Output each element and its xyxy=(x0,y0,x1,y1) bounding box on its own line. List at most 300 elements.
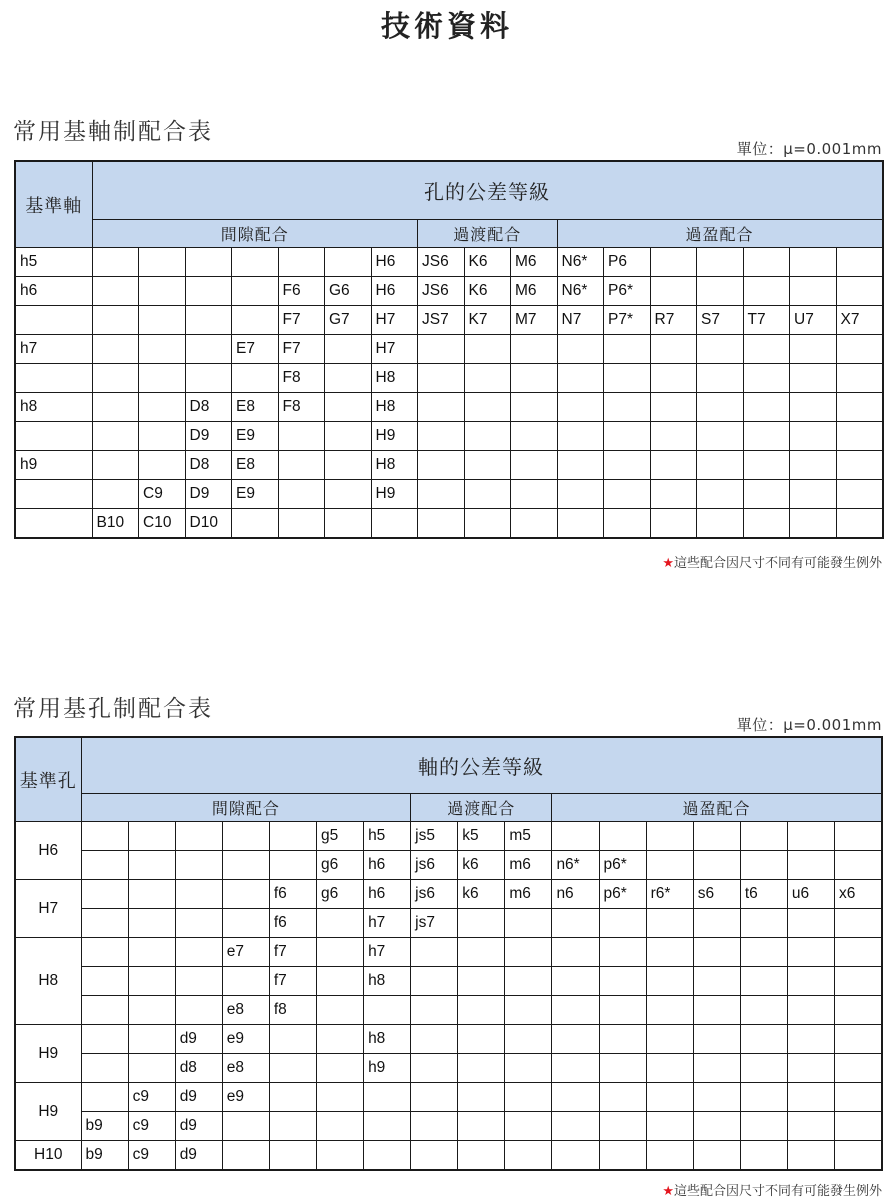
fit-cell: k6 xyxy=(458,880,505,909)
fit-cell xyxy=(604,335,651,364)
fit-cell xyxy=(81,909,128,938)
fit-cell: f6 xyxy=(269,909,316,938)
fit-cell xyxy=(790,364,837,393)
fit-cell xyxy=(316,996,363,1025)
table-row xyxy=(15,1054,882,1083)
fit-cell xyxy=(511,480,558,509)
fit-cell xyxy=(650,451,697,480)
fit-cell xyxy=(836,451,883,480)
fit-cell xyxy=(790,422,837,451)
fit-cell xyxy=(646,1141,693,1171)
fit-cell xyxy=(790,277,837,306)
fit-cell: D9 xyxy=(185,422,232,451)
fit-cell xyxy=(511,422,558,451)
fit-cell xyxy=(92,306,139,335)
fit-cell xyxy=(139,335,186,364)
fit-cell: h8 xyxy=(364,967,411,996)
fit-cell xyxy=(787,822,834,851)
fit-cell xyxy=(411,1054,458,1083)
fit-cell xyxy=(693,851,740,880)
fit-cell xyxy=(790,393,837,422)
fit-cell xyxy=(693,1054,740,1083)
table-row xyxy=(15,1112,882,1141)
fit-cell: e8 xyxy=(222,996,269,1025)
table-row xyxy=(15,822,882,851)
fit-cell xyxy=(185,277,232,306)
fit-cell xyxy=(790,509,837,539)
fit-cell xyxy=(552,967,599,996)
fit-cell xyxy=(693,1112,740,1141)
fit-cell xyxy=(325,451,372,480)
fit-cell xyxy=(790,480,837,509)
fit-cell xyxy=(278,422,325,451)
fit-cell xyxy=(740,1054,787,1083)
fit-cell xyxy=(505,1112,552,1141)
fit-cell xyxy=(604,422,651,451)
fit-cell xyxy=(835,1083,882,1112)
table-row xyxy=(15,851,882,880)
fit-cell xyxy=(787,1025,834,1054)
corner-header: 基準孔 xyxy=(15,737,81,822)
corner-header: 基準軸 xyxy=(15,161,92,248)
fit-cell xyxy=(740,909,787,938)
fit-cell xyxy=(697,393,744,422)
fit-cell: e9 xyxy=(222,1025,269,1054)
fit-cell xyxy=(505,909,552,938)
shaft-section-title: 常用基軸制配合表 xyxy=(13,119,213,145)
fit-cell xyxy=(92,451,139,480)
fit-cell xyxy=(790,335,837,364)
fit-cell xyxy=(552,1083,599,1112)
fit-cell xyxy=(139,451,186,480)
fit-cell: s6 xyxy=(693,880,740,909)
group-header-transition: 過渡配合 xyxy=(418,220,558,248)
fit-cell xyxy=(836,393,883,422)
fit-cell xyxy=(599,1141,646,1171)
fit-cell xyxy=(557,509,604,539)
fit-cell xyxy=(697,277,744,306)
fit-cell: H7 xyxy=(371,335,418,364)
fit-cell xyxy=(835,938,882,967)
fit-cell: h6 xyxy=(364,851,411,880)
fit-cell: p6* xyxy=(599,880,646,909)
fit-cell xyxy=(740,938,787,967)
fit-cell xyxy=(418,509,465,539)
fit-cell xyxy=(599,1083,646,1112)
fit-cell xyxy=(269,1025,316,1054)
fit-cell: x6 xyxy=(835,880,882,909)
fit-cell xyxy=(604,480,651,509)
fit-cell xyxy=(740,822,787,851)
fit-cell: E9 xyxy=(232,422,279,451)
fit-cell xyxy=(232,306,279,335)
base-shaft-cell xyxy=(15,306,92,335)
fit-cell: c9 xyxy=(128,1083,175,1112)
fit-cell: E8 xyxy=(232,393,279,422)
fit-cell xyxy=(835,1112,882,1141)
fit-cell: e8 xyxy=(222,1054,269,1083)
table-row xyxy=(15,248,883,277)
fit-cell xyxy=(81,822,128,851)
fit-cell xyxy=(316,1112,363,1141)
fit-cell xyxy=(552,1141,599,1171)
fit-cell xyxy=(790,248,837,277)
base-hole-cell: H7 xyxy=(15,880,81,938)
fit-cell: N6* xyxy=(557,277,604,306)
fit-cell xyxy=(464,422,511,451)
fit-cell: P7* xyxy=(604,306,651,335)
fit-cell xyxy=(511,451,558,480)
base-shaft-cell: h6 xyxy=(15,277,92,306)
fit-cell xyxy=(175,996,222,1025)
fit-cell xyxy=(836,509,883,539)
table-row xyxy=(15,1025,882,1054)
base-hole-cell: H8 xyxy=(15,938,81,1025)
fit-cell: H9 xyxy=(371,422,418,451)
fit-cell xyxy=(835,996,882,1025)
fit-cell xyxy=(222,822,269,851)
fit-cell xyxy=(458,1112,505,1141)
fit-cell xyxy=(175,909,222,938)
fit-cell xyxy=(697,509,744,539)
fit-cell: B10 xyxy=(92,509,139,539)
fit-cell: E7 xyxy=(232,335,279,364)
table-main-header: 孔的公差等級 xyxy=(92,161,883,220)
fit-cell xyxy=(325,393,372,422)
fit-cell xyxy=(697,364,744,393)
fit-cell: M6 xyxy=(511,248,558,277)
fit-cell xyxy=(316,1141,363,1171)
fit-cell xyxy=(325,335,372,364)
fit-cell xyxy=(81,1025,128,1054)
fit-cell xyxy=(740,996,787,1025)
fit-cell: H9 xyxy=(371,480,418,509)
fit-cell xyxy=(646,1025,693,1054)
fit-cell xyxy=(599,938,646,967)
fit-cell xyxy=(835,967,882,996)
fit-cell xyxy=(552,1112,599,1141)
fit-cell xyxy=(464,364,511,393)
fit-cell xyxy=(743,248,790,277)
fit-cell xyxy=(411,1083,458,1112)
base-shaft-cell: h5 xyxy=(15,248,92,277)
fit-cell: H8 xyxy=(371,451,418,480)
fit-cell: h9 xyxy=(364,1054,411,1083)
fit-cell xyxy=(464,335,511,364)
base-hole-cell: H9 xyxy=(15,1025,81,1083)
fit-cell xyxy=(557,451,604,480)
footnote-text: 這些配合因尺寸不同有可能發生例外 xyxy=(673,1184,882,1199)
fit-cell xyxy=(128,822,175,851)
fit-cell: H6 xyxy=(371,248,418,277)
fit-cell xyxy=(557,422,604,451)
fit-cell xyxy=(411,1141,458,1171)
fit-cell xyxy=(81,1054,128,1083)
fit-cell xyxy=(836,364,883,393)
fit-cell xyxy=(693,822,740,851)
fit-cell xyxy=(743,422,790,451)
fit-cell: P6* xyxy=(604,277,651,306)
fit-cell xyxy=(693,1141,740,1171)
fit-cell xyxy=(232,509,279,539)
fit-cell xyxy=(743,364,790,393)
fit-cell xyxy=(743,480,790,509)
fit-cell xyxy=(557,364,604,393)
fit-cell xyxy=(411,938,458,967)
fit-cell: f6 xyxy=(269,880,316,909)
fit-cell xyxy=(835,851,882,880)
fit-cell xyxy=(557,480,604,509)
fit-cell xyxy=(511,364,558,393)
fit-cell xyxy=(92,364,139,393)
fit-cell: K7 xyxy=(464,306,511,335)
fit-cell xyxy=(458,938,505,967)
shaft-unit-label: 單位：μ=0.001mm xyxy=(736,140,882,158)
base-shaft-cell xyxy=(15,509,92,539)
fit-cell xyxy=(364,996,411,1025)
fit-cell: m5 xyxy=(505,822,552,851)
fit-cell xyxy=(599,996,646,1025)
fit-cell xyxy=(740,851,787,880)
fit-cell xyxy=(743,335,790,364)
fit-cell: E9 xyxy=(232,480,279,509)
fit-cell: d9 xyxy=(175,1025,222,1054)
fit-cell: P6 xyxy=(604,248,651,277)
fit-cell xyxy=(316,909,363,938)
fit-cell: S7 xyxy=(697,306,744,335)
fit-cell xyxy=(740,967,787,996)
fit-cell xyxy=(92,248,139,277)
fit-cell xyxy=(787,1112,834,1141)
fit-cell xyxy=(650,364,697,393)
fit-cell xyxy=(646,967,693,996)
fit-cell: e7 xyxy=(222,938,269,967)
fit-cell: e9 xyxy=(222,1083,269,1112)
fit-cell xyxy=(464,509,511,539)
fit-cell xyxy=(650,422,697,451)
fit-cell: JS6 xyxy=(418,277,465,306)
fit-cell: f7 xyxy=(269,967,316,996)
fit-cell xyxy=(185,364,232,393)
fit-cell xyxy=(697,335,744,364)
fit-cell xyxy=(650,480,697,509)
fit-cell xyxy=(418,393,465,422)
fit-cell xyxy=(175,851,222,880)
fit-cell xyxy=(836,335,883,364)
fit-cell: E8 xyxy=(232,451,279,480)
fit-cell: D8 xyxy=(185,451,232,480)
fit-cell: H8 xyxy=(371,364,418,393)
fit-cell xyxy=(418,335,465,364)
hole-basis-fit-table xyxy=(14,736,883,1171)
fit-cell: f8 xyxy=(269,996,316,1025)
fit-cell xyxy=(139,277,186,306)
base-shaft-cell xyxy=(15,364,92,393)
fit-cell xyxy=(325,480,372,509)
fit-cell xyxy=(92,277,139,306)
fit-cell: r6* xyxy=(646,880,693,909)
fit-cell xyxy=(505,996,552,1025)
fit-cell xyxy=(128,851,175,880)
fit-cell xyxy=(458,1025,505,1054)
fit-cell xyxy=(787,1083,834,1112)
fit-cell xyxy=(646,851,693,880)
fit-cell xyxy=(693,1083,740,1112)
fit-cell: h8 xyxy=(364,1025,411,1054)
fit-cell xyxy=(411,996,458,1025)
table-row xyxy=(15,393,883,422)
fit-cell xyxy=(511,335,558,364)
fit-cell: n6 xyxy=(552,880,599,909)
fit-cell xyxy=(836,422,883,451)
fit-cell xyxy=(693,996,740,1025)
fit-cell xyxy=(232,248,279,277)
fit-cell: g5 xyxy=(316,822,363,851)
fit-cell xyxy=(604,451,651,480)
hole-unit-label: 單位：μ=0.001mm xyxy=(736,716,882,734)
fit-cell: c9 xyxy=(128,1112,175,1141)
fit-cell xyxy=(128,880,175,909)
fit-cell xyxy=(697,422,744,451)
fit-cell xyxy=(743,277,790,306)
fit-cell: N6* xyxy=(557,248,604,277)
fit-cell xyxy=(693,938,740,967)
footnote-text: 這些配合因尺寸不同有可能發生例外 xyxy=(673,556,882,571)
fit-cell xyxy=(790,451,837,480)
fit-cell: c9 xyxy=(128,1141,175,1171)
fit-cell: M7 xyxy=(511,306,558,335)
fit-cell xyxy=(552,909,599,938)
table-main-header: 軸的公差等級 xyxy=(81,737,882,794)
fit-cell xyxy=(278,480,325,509)
fit-cell xyxy=(646,938,693,967)
fit-cell xyxy=(278,248,325,277)
fit-cell: d9 xyxy=(175,1083,222,1112)
fit-cell xyxy=(81,880,128,909)
fit-cell xyxy=(511,509,558,539)
fit-cell xyxy=(458,909,505,938)
fit-cell xyxy=(557,335,604,364)
fit-cell xyxy=(599,967,646,996)
fit-cell xyxy=(458,1054,505,1083)
fit-cell xyxy=(599,822,646,851)
fit-cell xyxy=(278,509,325,539)
fit-cell: N7 xyxy=(557,306,604,335)
fit-cell xyxy=(464,480,511,509)
fit-cell xyxy=(505,1141,552,1171)
fit-cell xyxy=(175,938,222,967)
fit-cell xyxy=(552,1025,599,1054)
fit-cell xyxy=(743,509,790,539)
fit-cell xyxy=(740,1083,787,1112)
fit-cell xyxy=(552,822,599,851)
fit-cell: JS6 xyxy=(418,248,465,277)
fit-cell xyxy=(604,364,651,393)
base-hole-cell: H9 xyxy=(15,1083,81,1141)
fit-cell: m6 xyxy=(505,851,552,880)
fit-cell xyxy=(325,364,372,393)
fit-cell: U7 xyxy=(790,306,837,335)
fit-cell: d9 xyxy=(175,1112,222,1141)
fit-cell xyxy=(505,1083,552,1112)
fit-cell xyxy=(364,1112,411,1141)
fit-cell xyxy=(505,938,552,967)
fit-cell xyxy=(650,335,697,364)
fit-cell: h5 xyxy=(364,822,411,851)
fit-cell: H7 xyxy=(371,306,418,335)
fit-cell: F8 xyxy=(278,364,325,393)
fit-cell: X7 xyxy=(836,306,883,335)
fit-cell xyxy=(740,1141,787,1171)
fit-cell xyxy=(222,1141,269,1171)
fit-cell: K6 xyxy=(464,248,511,277)
fit-cell xyxy=(458,1141,505,1171)
fit-cell: d8 xyxy=(175,1054,222,1083)
fit-cell xyxy=(787,938,834,967)
fit-cell xyxy=(325,248,372,277)
fit-cell: H6 xyxy=(371,277,418,306)
table-row xyxy=(15,938,882,967)
group-header-clearance: 間隙配合 xyxy=(81,794,411,822)
fit-cell: R7 xyxy=(650,306,697,335)
fit-cell xyxy=(92,335,139,364)
base-shaft-cell: h7 xyxy=(15,335,92,364)
fit-cell xyxy=(599,909,646,938)
fit-cell xyxy=(604,509,651,539)
fit-cell: D8 xyxy=(185,393,232,422)
fit-cell xyxy=(505,1025,552,1054)
fit-cell xyxy=(650,393,697,422)
fit-cell xyxy=(128,967,175,996)
group-header-transition: 過渡配合 xyxy=(411,794,552,822)
fit-cell xyxy=(418,364,465,393)
group-header-interference: 過盈配合 xyxy=(552,794,882,822)
fit-cell: k5 xyxy=(458,822,505,851)
fit-cell xyxy=(418,451,465,480)
fit-cell xyxy=(646,822,693,851)
table-row xyxy=(15,909,882,938)
fit-cell xyxy=(185,335,232,364)
fit-cell xyxy=(371,509,418,539)
fit-cell xyxy=(418,422,465,451)
fit-cell xyxy=(646,1054,693,1083)
hole-footnote xyxy=(662,1180,882,1199)
fit-cell xyxy=(92,422,139,451)
fit-cell xyxy=(458,1083,505,1112)
fit-cell: k6 xyxy=(458,851,505,880)
fit-cell xyxy=(232,364,279,393)
base-shaft-cell xyxy=(15,422,92,451)
fit-cell xyxy=(364,1141,411,1171)
fit-cell: t6 xyxy=(740,880,787,909)
group-header-interference: 過盈配合 xyxy=(557,220,883,248)
fit-cell xyxy=(836,277,883,306)
fit-cell xyxy=(646,909,693,938)
fit-cell xyxy=(139,248,186,277)
fit-cell xyxy=(599,1112,646,1141)
fit-cell xyxy=(740,1025,787,1054)
table-row xyxy=(15,364,883,393)
fit-cell xyxy=(185,306,232,335)
fit-cell xyxy=(552,1054,599,1083)
fit-cell xyxy=(511,393,558,422)
fit-cell xyxy=(418,480,465,509)
fit-cell xyxy=(222,880,269,909)
hole-section-title: 常用基孔制配合表 xyxy=(13,696,213,722)
fit-cell xyxy=(232,277,279,306)
fit-cell xyxy=(411,1112,458,1141)
fit-cell xyxy=(646,1083,693,1112)
